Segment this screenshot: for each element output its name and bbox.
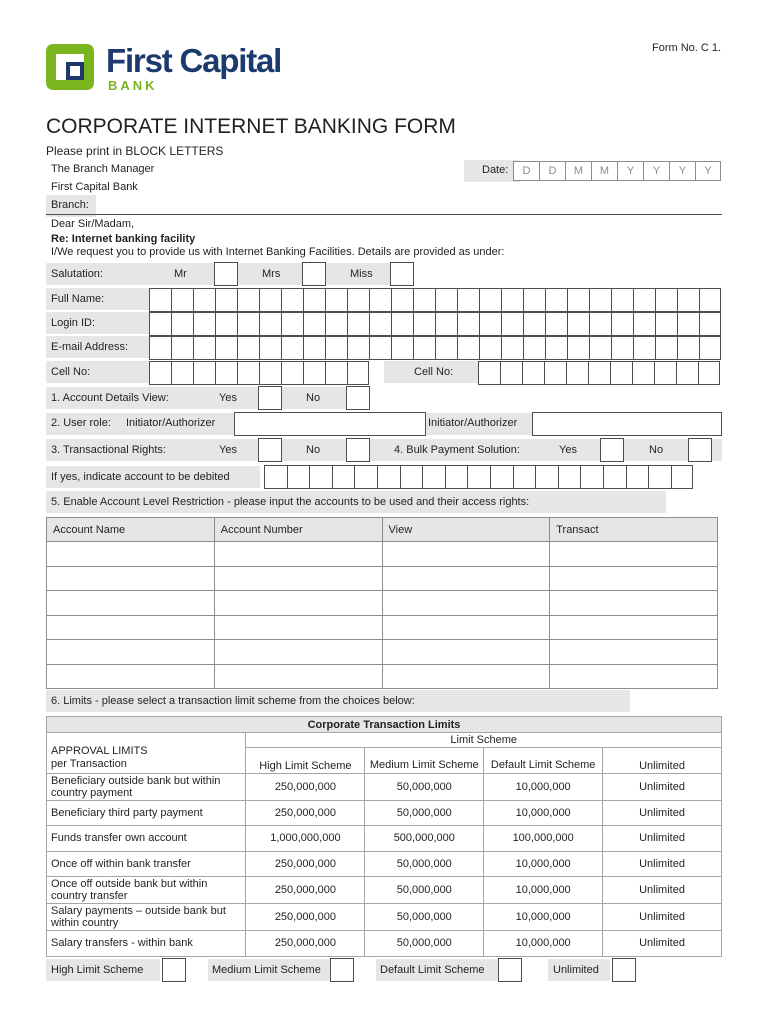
limit-row-label: Beneficiary third party payment [47, 800, 246, 826]
date-cell[interactable]: Y [695, 161, 721, 181]
char-cell[interactable] [501, 288, 523, 312]
branch-input-line[interactable] [46, 214, 722, 215]
char-cell[interactable] [566, 361, 588, 385]
char-cell[interactable] [545, 312, 567, 336]
account-table-cell[interactable] [550, 664, 718, 689]
char-cell[interactable] [171, 336, 193, 360]
char-cell[interactable] [413, 312, 435, 336]
salutation-label: Salutation: [51, 268, 103, 280]
salutation-miss-checkbox[interactable] [390, 262, 414, 286]
char-cell[interactable] [589, 288, 611, 312]
account-view-label: 1. Account Details View: [51, 392, 169, 404]
char-cell[interactable] [237, 312, 259, 336]
char-cell[interactable] [303, 361, 325, 385]
char-cell[interactable] [325, 336, 347, 360]
char-cell[interactable] [325, 312, 347, 336]
letter-subject: Re: Internet banking facility [51, 233, 196, 245]
account-table-cell[interactable] [47, 542, 215, 567]
account-view-yes-label: Yes [219, 392, 237, 404]
letter-request: I/We request you to provide us with Internet Banking Facilities. Details are provided as under: [51, 246, 505, 258]
char-cell[interactable] [369, 312, 391, 336]
date-cell[interactable]: Y [643, 161, 669, 181]
char-cell[interactable] [435, 288, 457, 312]
user-role-input-1[interactable] [234, 412, 426, 436]
char-cell[interactable] [567, 312, 589, 336]
char-cell[interactable] [677, 312, 699, 336]
bulk-no-label: No [649, 444, 664, 456]
char-cell[interactable] [435, 312, 457, 336]
char-cell[interactable] [479, 336, 501, 360]
limit-value: 100,000,000 [484, 826, 603, 852]
scheme-medium-label: Medium Limit Scheme [212, 964, 321, 976]
date-cell[interactable]: M [591, 161, 617, 181]
char-cell[interactable] [149, 312, 171, 336]
char-cell[interactable] [513, 465, 536, 489]
bulk-yes-label: Yes [559, 444, 577, 456]
limit-value: 50,000,000 [365, 877, 484, 904]
limit-row-label: Funds transfer own account [47, 826, 246, 852]
transactional-no-label: No [306, 444, 321, 456]
char-cell[interactable] [347, 312, 369, 336]
user-role-label: 2. User role: [51, 417, 111, 429]
char-cell[interactable] [457, 288, 479, 312]
limits-table-title: Corporate Transaction Limits [47, 717, 722, 733]
char-cell[interactable] [603, 465, 626, 489]
char-cell[interactable] [523, 336, 545, 360]
limit-value: 250,000,000 [246, 904, 365, 931]
char-cell[interactable] [309, 465, 332, 489]
section-6-label: 6. Limits - please select a transaction limit scheme from the choices below: [51, 695, 415, 707]
char-cell[interactable] [259, 312, 281, 336]
char-cell[interactable] [259, 336, 281, 360]
account-table-cell[interactable] [214, 615, 382, 640]
table-row [47, 773, 722, 800]
table-row [47, 591, 718, 616]
char-cell[interactable] [215, 288, 237, 312]
char-cell[interactable] [490, 465, 513, 489]
account-table-cell[interactable] [382, 566, 550, 591]
account-table-cell[interactable] [550, 615, 718, 640]
char-cell[interactable] [303, 336, 325, 360]
char-cell[interactable] [610, 361, 632, 385]
limit-value: 1,000,000,000 [246, 826, 365, 852]
char-cell[interactable] [655, 288, 677, 312]
limit-value: 10,000,000 [484, 931, 603, 957]
column-transact: Transact [550, 518, 718, 542]
char-cell[interactable] [259, 361, 281, 385]
scheme-header-unlimited: Unlimited [603, 748, 722, 774]
user-role-option-1: Initiator/Authorizer [126, 417, 216, 429]
char-cell[interactable] [479, 288, 501, 312]
table-row [47, 566, 718, 591]
account-table-cell[interactable] [47, 664, 215, 689]
char-cell[interactable] [171, 361, 193, 385]
char-cell[interactable] [171, 312, 193, 336]
limit-value: Unlimited [603, 773, 722, 800]
char-cell[interactable] [149, 361, 171, 385]
char-cell[interactable] [347, 288, 369, 312]
limits-table [46, 716, 722, 957]
char-cell[interactable] [545, 336, 567, 360]
limit-value: 250,000,000 [246, 877, 365, 904]
char-cell[interactable] [281, 336, 303, 360]
char-cell[interactable] [611, 336, 633, 360]
email-label: E-mail Address: [51, 341, 129, 353]
salutation-mrs-label: Mrs [262, 268, 281, 280]
bank-logo-name: First Capital [106, 42, 282, 79]
char-cell[interactable] [325, 288, 347, 312]
char-cell[interactable] [303, 288, 325, 312]
char-cell[interactable] [391, 336, 413, 360]
user-role-input-2[interactable] [532, 412, 722, 436]
limit-row-label: Salary transfers - within bank [47, 931, 246, 957]
date-cell[interactable]: Y [669, 161, 695, 181]
column-account-name: Account Name [47, 518, 215, 542]
char-cell[interactable] [422, 465, 445, 489]
limit-value: Unlimited [603, 904, 722, 931]
date-cell[interactable]: Y [617, 161, 643, 181]
char-cell[interactable] [558, 465, 581, 489]
char-cell[interactable] [332, 465, 355, 489]
scheme-high-checkbox[interactable] [162, 958, 186, 982]
table-row [47, 664, 718, 689]
salutation-mrs-checkbox[interactable] [302, 262, 326, 286]
scheme-default-checkbox[interactable] [498, 958, 522, 982]
account-table-cell[interactable] [550, 542, 718, 567]
limit-value: 250,000,000 [246, 800, 365, 826]
char-cell[interactable] [655, 336, 677, 360]
char-cell[interactable] [699, 336, 721, 360]
table-row [47, 640, 718, 665]
char-cell[interactable] [237, 288, 259, 312]
char-cell[interactable] [435, 336, 457, 360]
char-cell[interactable] [478, 361, 500, 385]
char-cell[interactable] [588, 361, 610, 385]
table-row [47, 826, 722, 852]
limit-value: 500,000,000 [365, 826, 484, 852]
char-cell[interactable] [633, 288, 655, 312]
char-cell[interactable] [648, 465, 671, 489]
char-cell[interactable] [580, 465, 603, 489]
limit-row-label: Once off outside bank but within country transfer [47, 877, 246, 904]
login-id-input[interactable] [149, 312, 721, 336]
scheme-medium-checkbox[interactable] [330, 958, 354, 982]
account-table-cell[interactable] [382, 640, 550, 665]
page-subtitle: Please print in BLOCK LETTERS [46, 144, 224, 158]
limit-row-label: Beneficiary outside bank but within country payment [47, 773, 246, 800]
limit-scheme-header: Limit Scheme [246, 733, 722, 748]
account-table-cell[interactable] [550, 566, 718, 591]
scheme-unlimited-label: Unlimited [553, 964, 599, 976]
scheme-high-label: High Limit Scheme [51, 964, 144, 976]
char-cell[interactable] [626, 465, 649, 489]
table-row [47, 851, 722, 877]
char-cell[interactable] [215, 361, 237, 385]
char-cell[interactable] [479, 312, 501, 336]
table-row [47, 904, 722, 931]
account-table-cell[interactable] [382, 664, 550, 689]
limit-value: Unlimited [603, 877, 722, 904]
char-cell[interactable] [264, 465, 287, 489]
char-cell[interactable] [654, 361, 676, 385]
char-cell[interactable] [287, 465, 310, 489]
limit-value: 10,000,000 [484, 877, 603, 904]
account-view-no-checkbox[interactable] [346, 386, 370, 410]
char-cell[interactable] [589, 336, 611, 360]
account-table-cell[interactable] [47, 566, 215, 591]
approval-limits-header [47, 733, 246, 774]
salutation-miss-label: Miss [350, 268, 373, 280]
salutation-mr-label: Mr [174, 268, 187, 280]
account-table-cell[interactable] [382, 542, 550, 567]
char-cell[interactable] [445, 465, 468, 489]
transactional-yes-checkbox[interactable] [258, 438, 282, 462]
approval-limits-title: APPROVAL LIMITS [51, 744, 148, 757]
limit-value: 50,000,000 [365, 904, 484, 931]
char-cell[interactable] [347, 336, 369, 360]
account-table-cell[interactable] [214, 566, 382, 591]
page-title: CORPORATE INTERNET BANKING FORM [46, 115, 456, 138]
limit-value: Unlimited [603, 851, 722, 877]
bulk-payment-label: 4. Bulk Payment Solution: [394, 444, 520, 456]
char-cell[interactable] [149, 288, 171, 312]
table-row [47, 800, 722, 826]
account-table-cell[interactable] [47, 615, 215, 640]
limit-row-label: Once off within bank transfer [47, 851, 246, 877]
char-cell[interactable] [611, 312, 633, 336]
char-cell[interactable] [413, 336, 435, 360]
char-cell[interactable] [589, 312, 611, 336]
char-cell[interactable] [545, 288, 567, 312]
char-cell[interactable] [281, 361, 303, 385]
limit-value: 250,000,000 [246, 931, 365, 957]
char-cell[interactable] [655, 312, 677, 336]
char-cell[interactable] [467, 465, 490, 489]
scheme-default-label: Default Limit Scheme [380, 964, 485, 976]
char-cell[interactable] [501, 336, 523, 360]
form-number: Form No. C 1. [652, 42, 722, 54]
limit-row-label: Salary payments – outside bank but within country [47, 904, 246, 931]
char-cell[interactable] [671, 465, 694, 489]
char-cell[interactable] [354, 465, 377, 489]
account-table-cell[interactable] [214, 591, 382, 616]
cell-no-input-2[interactable] [478, 361, 720, 385]
cell-no-input-1[interactable] [149, 361, 369, 385]
char-cell[interactable] [281, 312, 303, 336]
account-table-cell[interactable] [214, 640, 382, 665]
debit-account-input[interactable] [264, 465, 693, 489]
account-table-cell[interactable] [214, 664, 382, 689]
char-cell[interactable] [369, 288, 391, 312]
limit-value: Unlimited [603, 931, 722, 957]
letter-greeting: Dear Sir/Madam, [51, 218, 135, 230]
char-cell[interactable] [677, 288, 699, 312]
scheme-header-medium: Medium Limit Scheme [365, 748, 484, 774]
account-table-cell[interactable] [382, 615, 550, 640]
char-cell[interactable] [215, 312, 237, 336]
account-table-cell[interactable] [214, 542, 382, 567]
char-cell[interactable] [501, 312, 523, 336]
char-cell[interactable] [193, 312, 215, 336]
date-input[interactable] [513, 161, 721, 181]
cell-no-label-2: Cell No: [414, 366, 454, 378]
account-table-cell[interactable] [47, 640, 215, 665]
transactional-no-checkbox[interactable] [346, 438, 370, 462]
char-cell[interactable] [281, 288, 303, 312]
char-cell[interactable] [391, 288, 413, 312]
section-5-label: 5. Enable Account Level Restriction - please input the accounts to be used and their access rights: [51, 496, 530, 508]
scheme-unlimited-checkbox[interactable] [612, 958, 636, 982]
branch-label: Branch: [51, 199, 89, 211]
char-cell[interactable] [567, 288, 589, 312]
char-cell[interactable] [457, 312, 479, 336]
column-account-number: Account Number [214, 518, 382, 542]
char-cell[interactable] [193, 361, 215, 385]
char-cell[interactable] [676, 361, 698, 385]
salutation-options-bg [152, 263, 414, 285]
char-cell[interactable] [633, 336, 655, 360]
login-id-label: Login ID: [51, 317, 96, 329]
bank-logo-icon [46, 44, 94, 90]
scheme-header-high: High Limit Scheme [246, 748, 365, 774]
bulk-yes-checkbox[interactable] [600, 438, 624, 462]
full-name-input[interactable] [149, 288, 721, 312]
char-cell[interactable] [500, 361, 522, 385]
limit-value: 10,000,000 [484, 773, 603, 800]
char-cell[interactable] [457, 336, 479, 360]
limit-value: 250,000,000 [246, 773, 365, 800]
approval-limits-subtitle: per Transaction [51, 757, 127, 770]
char-cell[interactable] [303, 312, 325, 336]
table-row [47, 931, 722, 957]
date-label: Date: [482, 164, 509, 176]
char-cell[interactable] [171, 288, 193, 312]
char-cell[interactable] [347, 361, 369, 385]
char-cell[interactable] [699, 312, 721, 336]
account-table-cell[interactable] [47, 591, 215, 616]
table-row [47, 877, 722, 904]
char-cell[interactable] [698, 361, 720, 385]
full-name-label: Full Name: [51, 293, 105, 305]
account-view-yes-checkbox[interactable] [258, 386, 282, 410]
table-row [47, 542, 718, 567]
bank-logo-subtext: BANK [108, 78, 158, 93]
account-view-no-label: No [306, 392, 321, 404]
address-line-2: First Capital Bank [51, 181, 138, 193]
char-cell[interactable] [611, 288, 633, 312]
account-table-cell[interactable] [550, 640, 718, 665]
char-cell[interactable] [237, 361, 259, 385]
char-cell[interactable] [522, 361, 544, 385]
table-row [47, 615, 718, 640]
limit-value: 10,000,000 [484, 851, 603, 877]
char-cell[interactable] [237, 336, 259, 360]
date-cell[interactable]: D [539, 161, 565, 181]
cell-no-label-1: Cell No: [51, 366, 91, 378]
char-cell[interactable] [149, 336, 171, 360]
limit-value: 10,000,000 [484, 904, 603, 931]
char-cell[interactable] [391, 312, 413, 336]
transactional-yes-label: Yes [219, 444, 237, 456]
char-cell[interactable] [567, 336, 589, 360]
char-cell[interactable] [193, 288, 215, 312]
char-cell[interactable] [523, 312, 545, 336]
limit-value: 50,000,000 [365, 931, 484, 957]
user-role-option-2: Initiator/Authorizer [428, 417, 518, 429]
limit-value: 10,000,000 [484, 800, 603, 826]
limit-value: Unlimited [603, 800, 722, 826]
account-restriction-table [46, 517, 718, 689]
account-table-cell[interactable] [382, 591, 550, 616]
salutation-mr-checkbox[interactable] [214, 262, 238, 286]
limit-value: 50,000,000 [365, 800, 484, 826]
bulk-no-checkbox[interactable] [688, 438, 712, 462]
date-cell[interactable]: D [513, 161, 539, 181]
char-cell[interactable] [535, 465, 558, 489]
char-cell[interactable] [369, 336, 391, 360]
char-cell[interactable] [633, 312, 655, 336]
char-cell[interactable] [215, 336, 237, 360]
date-cell[interactable]: M [565, 161, 591, 181]
char-cell[interactable] [377, 465, 400, 489]
scheme-header-default: Default Limit Scheme [484, 748, 603, 774]
char-cell[interactable] [193, 336, 215, 360]
char-cell[interactable] [523, 288, 545, 312]
char-cell[interactable] [325, 361, 347, 385]
limit-value: 250,000,000 [246, 851, 365, 877]
char-cell[interactable] [632, 361, 654, 385]
email-input[interactable] [149, 336, 721, 360]
limit-value: 50,000,000 [365, 773, 484, 800]
limit-value: Unlimited [603, 826, 722, 852]
column-view: View [382, 518, 550, 542]
char-cell[interactable] [413, 288, 435, 312]
transactional-rights-label: 3. Transactional Rights: [51, 444, 166, 456]
address-line-1: The Branch Manager [51, 163, 155, 175]
char-cell[interactable] [400, 465, 423, 489]
account-table-cell[interactable] [550, 591, 718, 616]
char-cell[interactable] [699, 288, 721, 312]
debit-account-label: If yes, indicate account to be debited [51, 471, 230, 483]
char-cell[interactable] [259, 288, 281, 312]
char-cell[interactable] [544, 361, 566, 385]
limit-value: 50,000,000 [365, 851, 484, 877]
char-cell[interactable] [677, 336, 699, 360]
